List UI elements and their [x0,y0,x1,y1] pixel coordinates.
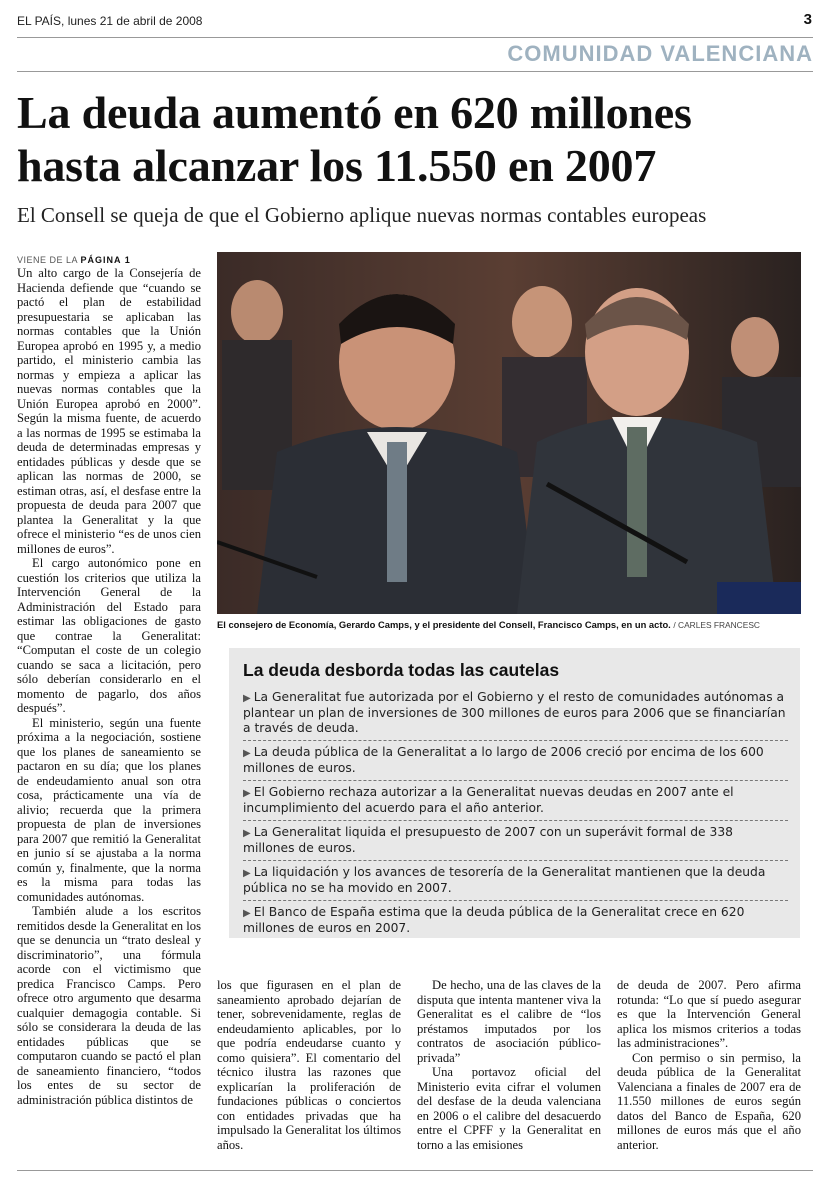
section-title: COMUNIDAD VALENCIANA [507,41,813,66]
caption-text: El consejero de Economía, Gerardo Camps, y el presidente del Consell, Francisco Camps, en un acto. [217,619,671,630]
sidebar-item-text: El Banco de España estima que la deuda pública de la Generalitat crece en 620 millones de euros en 2007. [243,905,745,935]
triangle-bullet-icon: ▶ [243,908,251,919]
sidebar-item-text: El Gobierno rechaza autorizar a la Generalitat nuevas deudas en 2007 ante el incumplimiento del acuerdo para el año anterior. [243,785,734,815]
kicker-page-link[interactable]: PÁGINA 1 [80,255,131,265]
triangle-bullet-icon: ▶ [243,868,251,879]
triangle-bullet-icon: ▶ [243,828,251,839]
sidebar-item [243,745,788,780]
sidebar-box [229,648,800,938]
dashed-divider [243,900,788,901]
paragraph: El cargo autonómico pone en cuestión los criterios que utiliza la Intervención General de la Administración del Estado para estimar las obligaciones de gasto que contrae la Generalitat: “Computan el coste de un colegio cuando se saca a licitación, pero sólo deberían considerarlo en el momento de pagarlo, dos años después”. [17,556,201,715]
article-photo [217,252,801,614]
sidebar-item-text: La deuda pública de la Generalitat a lo largo de 2006 creció por encima de los 600 millones de euros. [243,745,764,775]
sidebar-item-text: La Generalitat liquida el presupuesto de 2007 con un superávit formal de 338 millones de euros. [243,825,733,855]
paragraph: de deuda de 2007. Pero afirma rotunda: “Lo que sí puedo asegurar es que la Intervención General aplica los mismos criterios a todas las administraciones”. [617,978,801,1050]
dashed-divider [243,780,788,781]
dashed-divider [243,740,788,741]
header-rule [17,37,813,38]
triangle-bullet-icon: ▶ [243,788,251,799]
paragraph: El ministerio, según una fuente próxima a la negociación, sostiene que los planes de saneamiento se pactaron en su día; que los planes de endeudamiento anual son otra cosa, prácticamente una vía de alivio; recuerda que la primera propuesta de plan de inversiones para 2007 que remitió la Generalitat en junio sí se ajustaba a la norma común y, finalmente, que la norma es la misma para todas las comunidades autónomas. [17,715,201,904]
article-column-1 [17,255,201,1107]
subheadline: El Consell se queja de que el Gobierno aplique nuevas normas contables europeas [17,203,707,227]
sidebar-item [243,865,788,900]
triangle-bullet-icon: ▶ [243,748,251,759]
article-column-4 [617,978,801,1152]
publication-dateline: EL PAÍS, lunes 21 de abril de 2008 [17,14,203,28]
page-number: 3 [803,11,812,28]
paragraph: De hecho, una de las claves de la disputa que intenta mantener viva la Generalitat es el calibre de “los préstamos imputados por los contratos de asociación público-privada” [417,978,601,1065]
sidebar-title: La deuda desborda todas las cautelas [243,660,560,680]
photo-credit: / CARLES FRANCESC [673,620,760,630]
footer-rule [17,1170,813,1171]
headline-line-1: La deuda aumentó en 620 millones [17,87,692,138]
sidebar-list [243,690,788,940]
dashed-divider [243,860,788,861]
article-column-2 [217,978,401,1152]
dashed-divider [243,820,788,821]
triangle-bullet-icon: ▶ [243,693,251,704]
photo-caption [217,619,817,630]
sidebar-item-text: La liquidación y los avances de tesorería de la Generalitat mantienen que la deuda pública no se ha movido en 2007. [243,865,766,895]
paragraph: Una portavoz oficial del Ministerio evita cifrar el volumen del desfase de la deuda valenciana en 2006 o el calibre del desacuerdo entre el CPFF y la Generalitat en torno a las emisiones [417,1065,601,1152]
sidebar-item-text: La Generalitat fue autorizada por el Gobierno y el resto de comunidades autónomas a plantear un plan de inversiones de 300 millones de euros para 2006 que se financiarían a través de deuda. [243,690,786,735]
sidebar-item [243,905,788,940]
kicker-prefix: VIENE DE LA [17,255,78,265]
paragraph: Un alto cargo de la Consejería de Hacienda defiende que “cuando se pactó el plan de estabilidad presupuestaria se aplicaban las normas contables que la Unión Europea aprobó en 1995 y, a medio partido, el ministerio cambia las normas y empieza a aplicar las nuevas normas contables que la Unión Europea aprobó en 2000”. Según la misma fuente, de acuerdo a las normas de 1995 se estimaba la deuda de determinadas empresas y entidades públicas y desde que se aplican las normas de 2000, se estiman otras, así, el desfase entre la propuesta de deuda para 2007 que plantea la Generalitat y la que ofrece el ministerio “es de unos cien millones de euros”. [17,266,201,556]
article-column-3 [417,978,601,1152]
section-rule [17,71,813,72]
sidebar-item [243,825,788,860]
headline-line-2: hasta alcanzar los 11.550 en 2007 [17,140,657,191]
paragraph: Con permiso o sin permiso, la deuda pública de la Generalitat Valenciana a finales de 2007 era de 11.550 millones de euros según datos del Banco de España, 620 millones de euros más que el año anterior. [617,1050,801,1152]
sidebar-item [243,690,788,740]
sidebar-item [243,785,788,820]
continued-from-kicker [17,255,201,265]
headline [17,86,817,192]
paragraph: También alude a los escritos remitidos desde la Generalitat en los que se denuncia un “trato desleal y discriminatorio”, una fórmula acorde con el victimismo que predica Francisco Camps. Pero ofrece otro argumento que desarma cualquier demagogia contable. Si sólo se considerara la deuda de las entidades públicas que se computaron cuando se pactó el plan de saneamiento financiero, “todos los entes de su sector de administración pública distintos de [17,904,201,1107]
paragraph: los que figurasen en el plan de saneamiento aprobado dejarían de tener, sobrevenidamente, reglas de endeudamiento aplicables, por lo que podría endeudarse cuanto y como quisiera”. El comentario del técnico ilustra las razones que explicarían la proliferación de fundaciones públicas o conciertos con entidades privadas que ha impulsado la Generalitat los últimos años. [217,978,401,1152]
photo-illustration [217,252,801,614]
